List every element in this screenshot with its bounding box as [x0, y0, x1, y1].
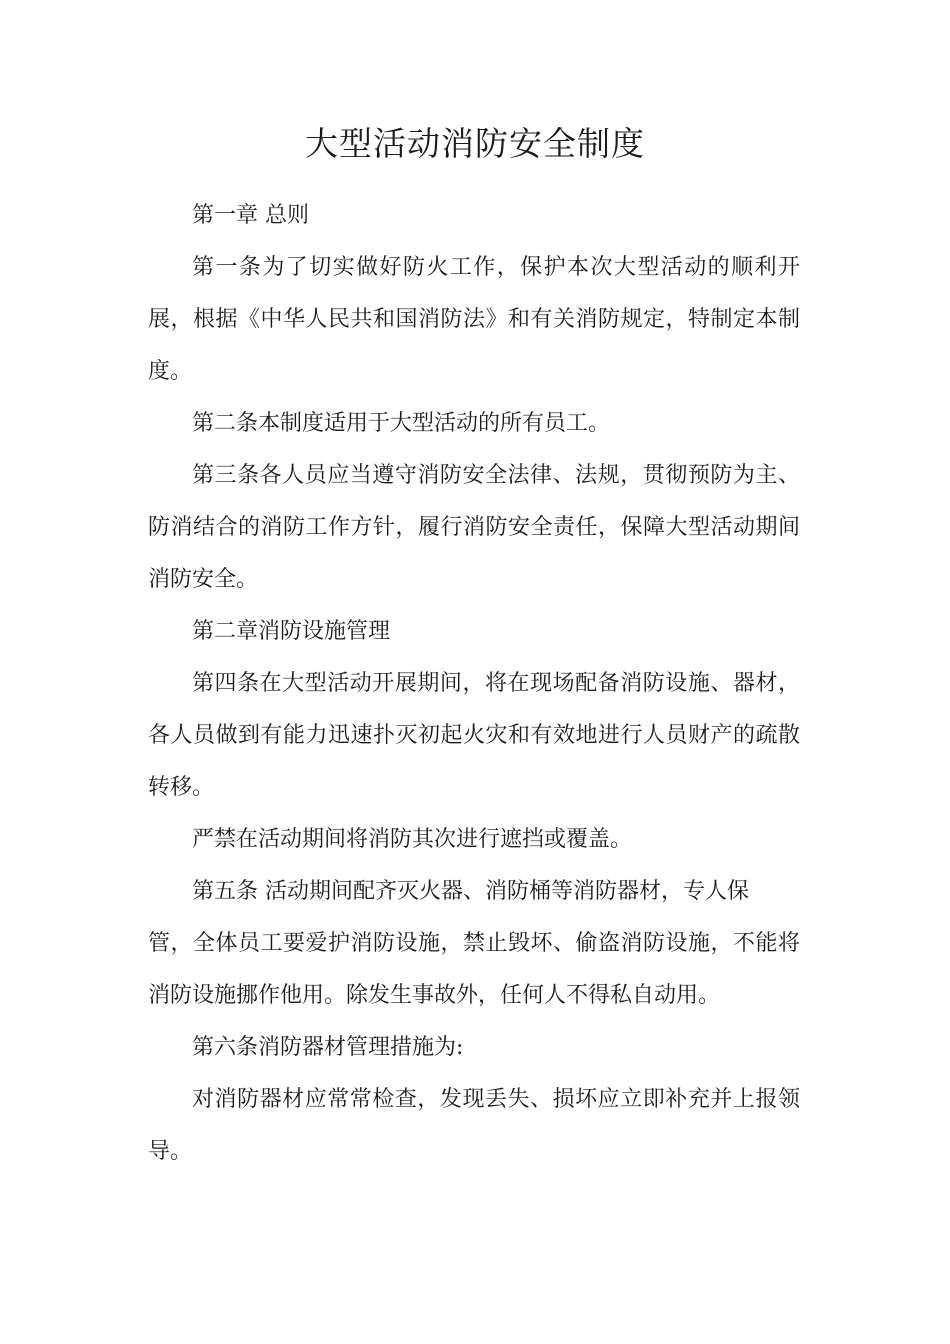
paragraph-line: 第五条 活动期间配齐灭火器、消防桶等消防器材，专人保 [192, 879, 749, 904]
paragraph-line: 各人员做到有能力迅速扑灭初起火灾和有效地进行人员财产的疏散 [148, 723, 800, 748]
paragraph-line: 转移。 [148, 775, 215, 800]
paragraph-line: 第六条消防器材管理措施为: [192, 1035, 464, 1060]
paragraph-line: 第一条为了切实做好防火工作，保护本次大型活动的顺利开 [192, 255, 800, 280]
paragraph-line: 展，根据《中华人民共和国消防法》和有关消防规定，特制定本制 [148, 307, 800, 332]
paragraph-line: 管，全体员工要爱护消防设施，禁止毁坏、偷盗消防设施，不能将 [148, 931, 800, 956]
paragraph-line: 消防安全。 [148, 567, 259, 592]
paragraph-line: 度。 [148, 359, 193, 384]
paragraph-line: 导。 [148, 1139, 193, 1164]
paragraph-line: 对消防器材应常常检查，发现丢失、损坏应立即补充并上报领 [192, 1087, 800, 1112]
paragraph-line: 严禁在活动期间将消防其次进行遮挡或覆盖。 [192, 827, 633, 852]
paragraph-line: 第二条本制度适用于大型活动的所有员工。 [192, 411, 611, 436]
paragraph-line: 第三条各人员应当遵守消防安全法律、法规，贯彻预防为主、 [192, 463, 800, 488]
paragraph-line: 消防设施挪作他用。除发生事故外，任何人不得私自动用。 [148, 983, 721, 1008]
chapter-heading: 第一章 总则 [192, 203, 309, 228]
chapter-heading: 第二章消防设施管理 [192, 619, 391, 644]
document-title: 大型活动消防安全制度 [305, 124, 645, 163]
paragraph-line: 第四条在大型活动开展期间，将在现场配备消防设施、器材， [192, 671, 800, 696]
paragraph-line: 防消结合的消防工作方针，履行消防安全责任，保障大型活动期间 [148, 515, 800, 540]
document-body [148, 190, 800, 1178]
